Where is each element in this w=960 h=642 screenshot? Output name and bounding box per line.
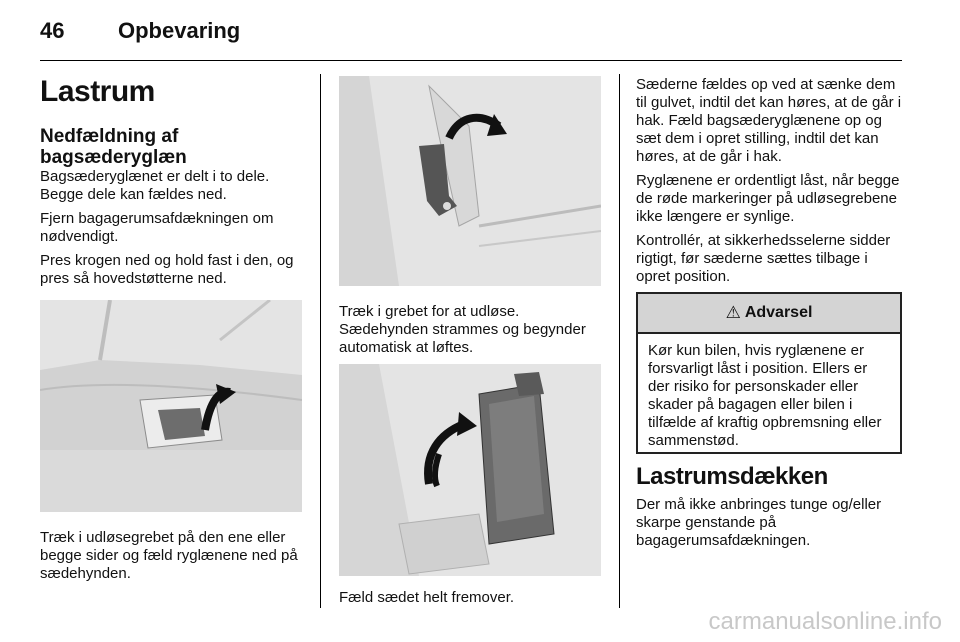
paragraph: Sæderne fældes op ved at sænke dem til gulvet, indtil det kan høres, at de går i hak. Fæld bagsæderyglænene op og sæt dem i opret stilling, indtil det kan høres, at de går i hak. bbox=[636, 76, 902, 165]
figure-caption: Træk i udløsegrebet på den ene eller begge sider og fæld ryglænene ned på sædehynden. bbox=[40, 529, 298, 582]
left-column bbox=[40, 74, 302, 294]
illustration-seat-release-lever bbox=[40, 300, 302, 512]
warning-text: Kør kun bilen, hvis ryglænene er forsvarligt låst i position. Ellers er der risiko for personskader eller skader på bagagen eller bilen i tilfælde af kraftig opbremsning eller sammenstød. bbox=[648, 342, 882, 449]
paragraph: Bagsæderyglænet er delt i to dele. Begge dele kan fældes ned. bbox=[40, 168, 270, 203]
warning-triangle-icon: ⚠ bbox=[725, 303, 741, 322]
page-header bbox=[40, 18, 902, 58]
subheading-line-2: bagsæderyglæn bbox=[40, 147, 187, 168]
paragraph: Der må ikke anbringes tunge og/eller skarpe genstande på bagagerumsafdækningen. bbox=[636, 496, 882, 549]
column-divider-right bbox=[619, 74, 620, 608]
page-section-title: Opbevaring bbox=[118, 18, 241, 43]
chapter-title: Lastrum bbox=[40, 75, 155, 108]
paragraph: Pres krogen ned og hold fast i den, og pres så hovedstøtterne ned. bbox=[40, 252, 294, 287]
middle-caption-2-block bbox=[339, 589, 601, 613]
watermark: carmanualsonline.info bbox=[708, 608, 942, 635]
paragraph: Fjern bagagerumsafdækningen om nødvendigt. bbox=[40, 210, 274, 245]
header-rule bbox=[40, 60, 902, 61]
right-column bbox=[636, 76, 904, 292]
warning-title: Advarsel bbox=[744, 304, 813, 321]
warning-body bbox=[638, 334, 900, 450]
figure-caption: Træk i grebet for at udløse. Sædehynden strammes og begynder automatisk at løftes. bbox=[339, 303, 586, 356]
warning-header bbox=[638, 294, 900, 334]
subheading-line-1: Nedfældning af bbox=[40, 126, 179, 147]
section-title: Lastrumsdækken bbox=[636, 463, 828, 490]
paragraph: Ryglænene er ordentligt låst, når begge de røde markeringer på udløsegrebene ikke længere er synlige. bbox=[636, 172, 900, 225]
page-number: 46 bbox=[40, 18, 65, 43]
middle-caption-1-block bbox=[339, 303, 601, 363]
left-caption-block bbox=[40, 529, 302, 589]
paragraph: Kontrollér, at sikkerhedsselerne sidder rigtigt, før sæderne sættes tilbage i opret position. bbox=[636, 232, 891, 285]
illustration-seat-folded-forward bbox=[339, 364, 601, 576]
cover-section bbox=[636, 462, 904, 556]
warning-box bbox=[636, 292, 902, 454]
illustration-seat-cushion-release bbox=[339, 76, 601, 286]
figure-caption: Fæld sædet helt fremover. bbox=[339, 589, 515, 606]
column-divider-left bbox=[320, 74, 321, 608]
subheading bbox=[40, 126, 302, 168]
